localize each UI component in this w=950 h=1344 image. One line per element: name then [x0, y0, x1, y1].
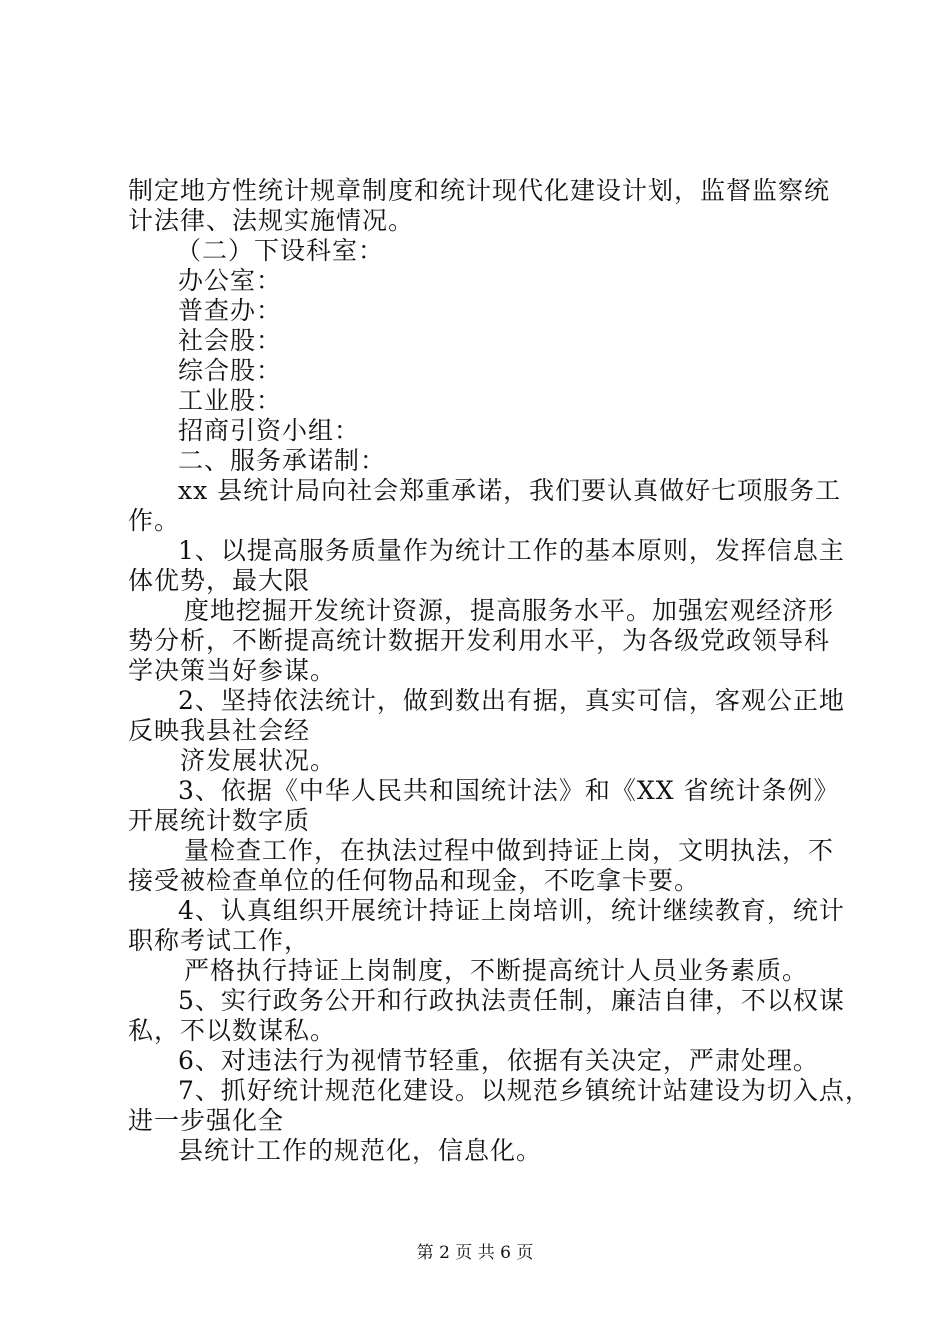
- commitment-item: 1、以提高服务质量作为统计工作的基本原则，发挥信息主: [178, 536, 845, 565]
- department-item: 工业股：: [178, 386, 283, 415]
- text-line: 计法律、法规实施情况。: [128, 206, 415, 235]
- commitment-item: 7、抓好统计规范化建设。以规范乡镇统计站建设为切入点，: [178, 1076, 871, 1105]
- text-line: 济发展状况。: [180, 746, 337, 775]
- commitment-item: 4、认真组织开展统计持证上岗培训，统计继续教育，统计: [178, 896, 845, 925]
- section-heading: 二、服务承诺制：: [178, 446, 387, 475]
- department-item: 社会股：: [178, 326, 283, 355]
- department-item: 综合股：: [178, 356, 283, 385]
- commitment-item: 3、依据《中华人民共和国统计法》和《XX 省统计条例》: [178, 776, 840, 805]
- text-line: 量检查工作，在执法过程中做到持证上岗，文明执法，不: [184, 836, 835, 865]
- text-line: 严格执行持证上岗制度，不断提高统计人员业务素质。: [184, 956, 809, 985]
- page-number-footer: 第 2 页 共 6 页: [416, 1243, 534, 1263]
- text-line: 度地挖掘开发统计资源，提高服务水平。加强宏观经济形: [184, 596, 835, 625]
- commitment-item: 6、对违法行为视情节轻重，依据有关决定，严肃处理。: [178, 1046, 819, 1075]
- text-line: 开展统计数字质: [128, 806, 311, 835]
- text-line: 学决策当好参谋。: [128, 656, 337, 685]
- text-line: 制定地方性统计规章制度和统计现代化建设计划，监督监察统: [128, 176, 831, 205]
- text-line: 私，不以数谋私。: [128, 1016, 337, 1045]
- text-line: 接受被检查单位的任何物品和现金，不吃拿卡要。: [128, 866, 701, 895]
- text-line: xx 县统计局向社会郑重承诺，我们要认真做好七项服务工: [178, 476, 842, 505]
- text-line: 作。: [128, 506, 181, 535]
- department-item: 普查办：: [178, 296, 283, 325]
- text-line: 体优势，最大限: [128, 566, 311, 595]
- text-line: 职称考试工作，: [128, 926, 311, 955]
- document-body: [128, 176, 871, 1166]
- commitment-item: 5、实行政务公开和行政执法责任制，廉洁自律，不以权谋: [178, 986, 845, 1015]
- section-heading: （二）下设科室：: [176, 236, 385, 265]
- commitment-item: 2、坚持依法统计，做到数出有据，真实可信，客观公正地: [178, 686, 845, 715]
- department-item: 办公室：: [178, 266, 283, 295]
- department-item: 招商引资小组：: [178, 416, 361, 445]
- text-line: 反映我县社会经: [128, 716, 311, 745]
- text-line: 县统计工作的规范化，信息化。: [178, 1136, 543, 1165]
- text-line: 进一步强化全: [128, 1106, 285, 1135]
- text-line: 势分析，不断提高统计数据开发利用水平，为各级党政领导科: [128, 626, 831, 655]
